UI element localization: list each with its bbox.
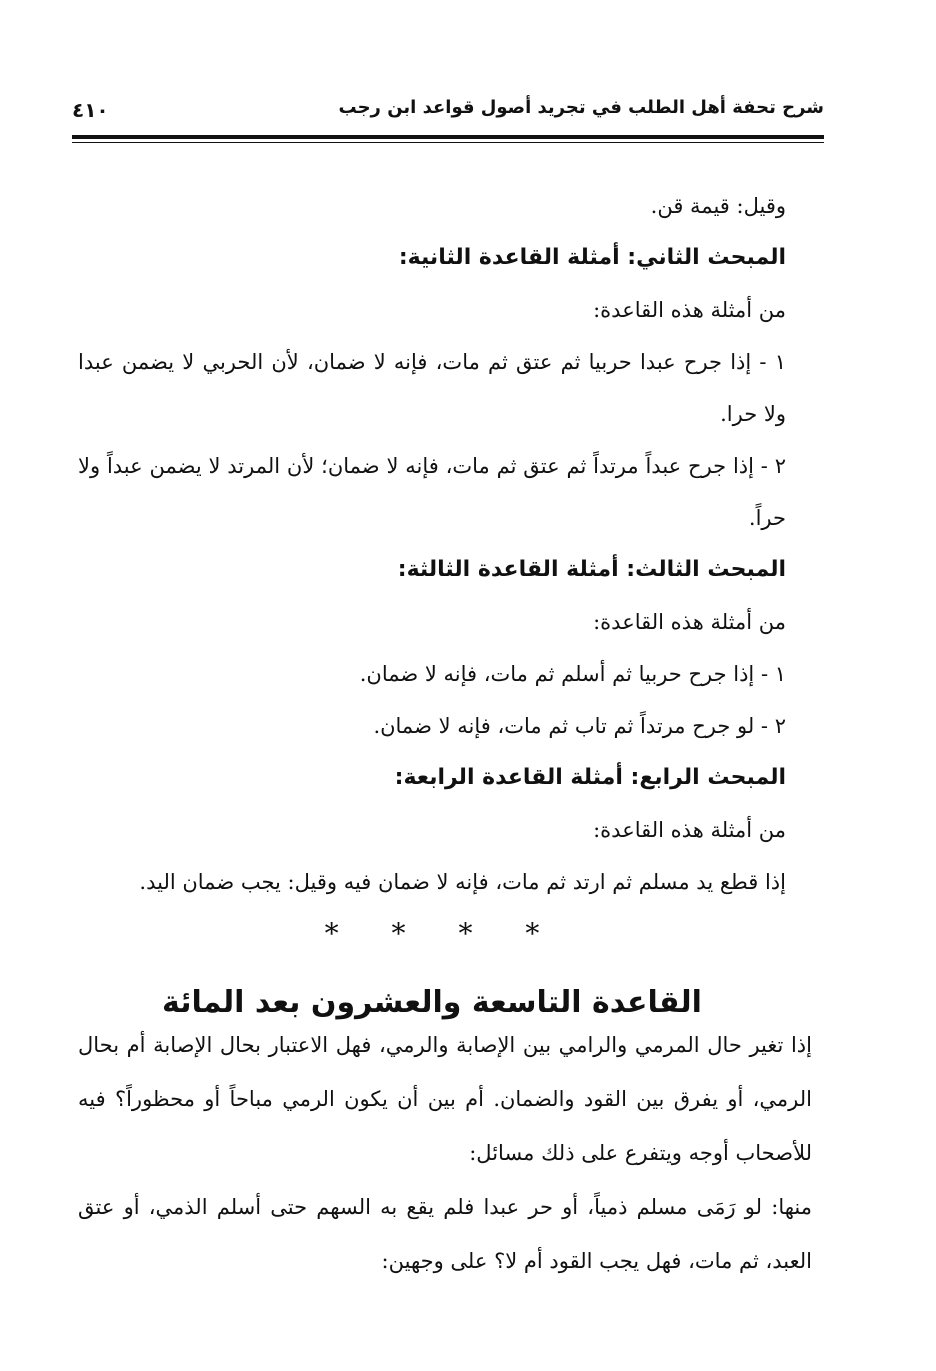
section-intro: من أمثلة هذه القاعدة: bbox=[593, 818, 786, 842]
separator-star: * bbox=[458, 917, 473, 950]
section-intro: من أمثلة هذه القاعدة: bbox=[593, 298, 786, 322]
section-intro: من أمثلة هذه القاعدة: bbox=[593, 610, 786, 634]
running-header bbox=[72, 96, 824, 132]
list-item: ١ - إذا جرح عبدا حربيا ثم عتق ثم مات، فإنه لا ضمان، لأن الحربي لا يضمن عبدا ولا حرا. bbox=[78, 350, 786, 426]
header-rule-thin bbox=[72, 142, 824, 143]
page-number: ٤١٠ bbox=[72, 98, 109, 122]
section-heading: المبحث الثاني: أمثلة القاعدة الثانية: bbox=[398, 245, 786, 270]
header-rule-thick bbox=[72, 135, 824, 139]
list-item: ٢ - لو جرح مرتداً ثم تاب ثم مات، فإنه لا ضمان. bbox=[373, 714, 786, 738]
list-item: إذا قطع يد مسلم ثم ارتد ثم مات، فإنه لا ضمان فيه وقيل: يجب ضمان اليد. bbox=[139, 870, 786, 894]
list-item: ١ - إذا جرح حربيا ثم أسلم ثم مات، فإنه لا ضمان. bbox=[359, 662, 786, 686]
text-line: وقيل: قيمة قن. bbox=[650, 194, 786, 218]
list-item: ٢ - إذا جرح عبداً مرتداً ثم عتق ثم مات، فإنه لا ضمان؛ لأن المرتد لا يضمن عبداً ولا حراً. bbox=[78, 454, 786, 530]
separator-star: * bbox=[525, 917, 540, 950]
page-content bbox=[78, 180, 786, 1036]
separator-star: * bbox=[391, 917, 406, 950]
header-title: شرح تحفة أهل الطلب في تجريد أصول قواعد ابن رجب bbox=[338, 97, 824, 118]
separator-star: * bbox=[324, 917, 339, 950]
section-heading: المبحث الرابع: أمثلة القاعدة الرابعة: bbox=[394, 765, 786, 790]
rule-paragraph: إذا تغير حال المرمي والرامي بين الإصابة والرمي، فهل الاعتبار بحال الإصابة أم بحال الرمي، أو يفرق بين القود والضمان. أم بين أن يكون الرمي مباحاً أو محظوراً؟ فيه للأصحاب أوجه ويتفرع على ذلك مسائل: bbox=[78, 1033, 812, 1165]
rule-content bbox=[78, 1018, 812, 1288]
section-heading: المبحث الثالث: أمثلة القاعدة الثالثة: bbox=[397, 557, 786, 582]
section-separator bbox=[78, 908, 786, 970]
rule-title: القاعدة التاسعة والعشرون بعد المائة bbox=[162, 985, 702, 1020]
rule-paragraph: منها: لو رَمَى مسلم ذمياً، أو حر عبدا فلم يقع به السهم حتى أسلم الذمي، أو عتق العبد، ثم مات، فهل يجب القود أم لا؟ على وجهين: bbox=[78, 1195, 812, 1273]
